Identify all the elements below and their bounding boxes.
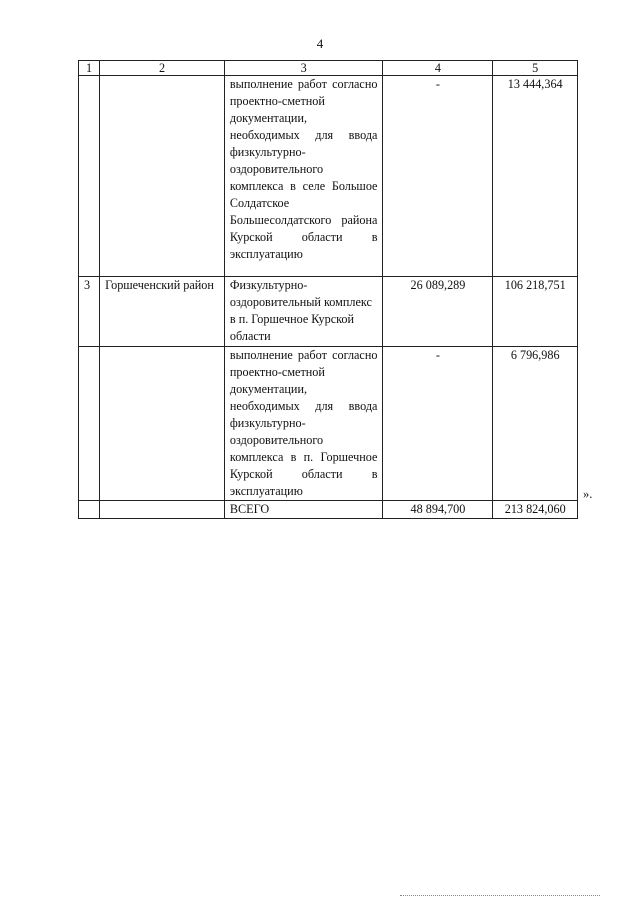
total-col-5: 213 824,060 bbox=[493, 501, 578, 519]
header-col-5: 5 bbox=[493, 61, 578, 76]
table-row bbox=[79, 277, 578, 347]
closing-quote: ». bbox=[583, 487, 593, 501]
value-col-4: - bbox=[383, 347, 493, 501]
header-col-2: 2 bbox=[100, 61, 225, 76]
header-col-3: 3 bbox=[224, 61, 383, 76]
total-label: ВСЕГО bbox=[224, 501, 383, 519]
header-col-1: 1 bbox=[79, 61, 100, 76]
row-number bbox=[79, 347, 100, 501]
district-name bbox=[100, 347, 225, 501]
total-col-4: 48 894,700 bbox=[383, 501, 493, 519]
value-col-4: 26 089,289 bbox=[383, 277, 493, 347]
row-number: 3 bbox=[79, 277, 100, 347]
page-number: 4 bbox=[316, 36, 324, 51]
project-description: выполнение работ согласно проектно-сметной документации, необходимых для ввода физкультурно-оздоровительного комплекса в п. Горшечное Курской области в эксплуатацию bbox=[224, 347, 383, 501]
budget-table bbox=[78, 60, 578, 519]
value-col-5: 6 796,986 bbox=[493, 347, 578, 501]
value-col-4: - bbox=[383, 76, 493, 277]
total-row bbox=[79, 501, 578, 519]
table-row bbox=[79, 76, 578, 277]
header-col-4: 4 bbox=[383, 61, 493, 76]
value-col-5: 106 218,751 bbox=[493, 277, 578, 347]
project-description: Физкультурно-оздоровительный комплекс в п. Горшечное Курской области bbox=[224, 277, 383, 347]
table-row bbox=[79, 347, 578, 501]
value-col-5: 13 444,364 bbox=[493, 76, 578, 277]
footer-divider bbox=[400, 895, 600, 896]
project-description: выполнение работ согласно проектно-сметной документации, необходимых для ввода физкультурно-оздоровительного комплекса в селе Большое Солдатское Большесолдатского района Курской области в эксплуатацию bbox=[224, 76, 383, 277]
district-name bbox=[100, 76, 225, 277]
table-header-row bbox=[79, 61, 578, 76]
district-name: Горшеченский район bbox=[100, 277, 225, 347]
row-number bbox=[79, 76, 100, 277]
